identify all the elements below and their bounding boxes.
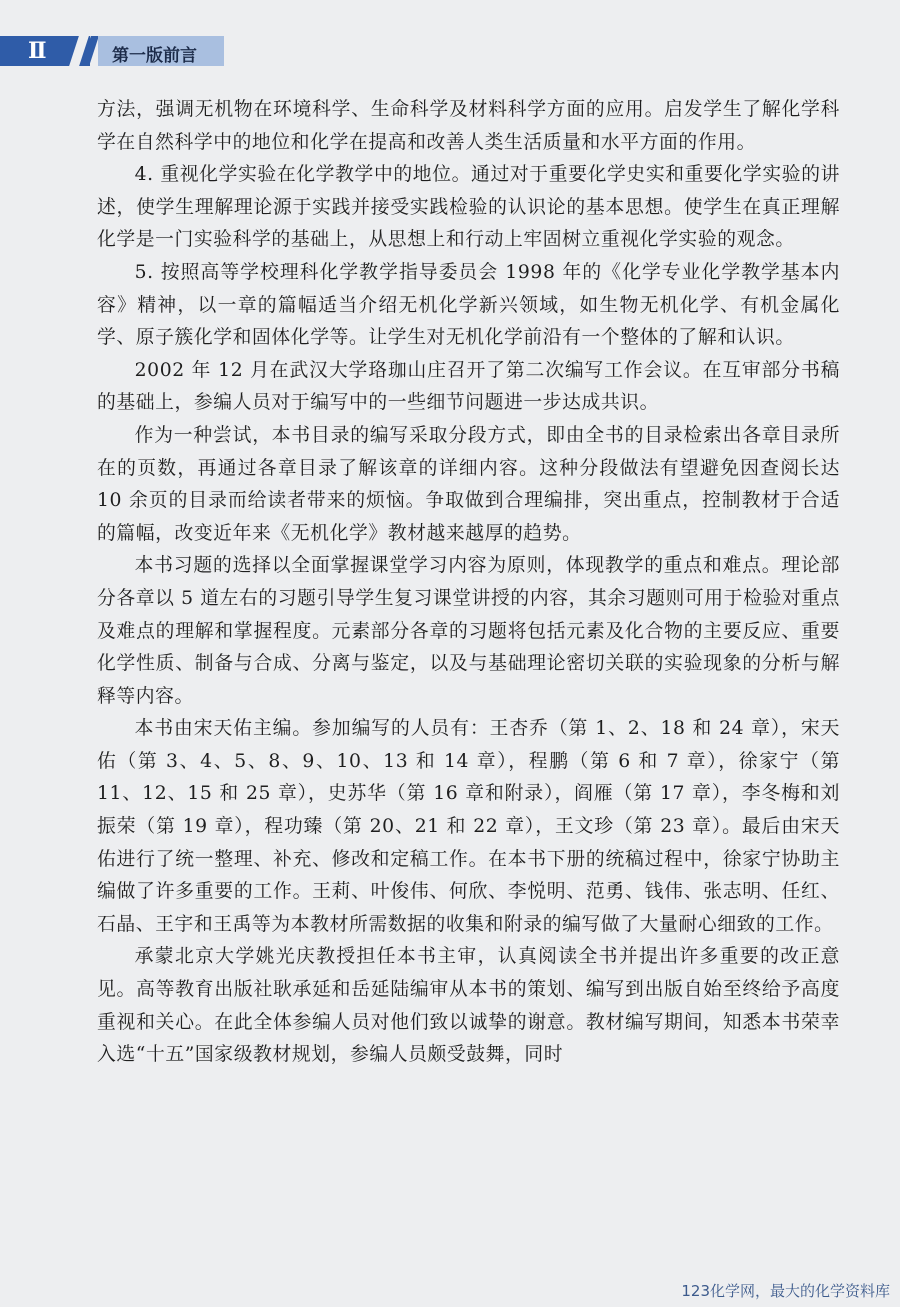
paragraph: 4. 重视化学实验在化学教学中的地位。通过对于重要化学史实和重要化学实验的讲述，使学生理解理论源于实践并接受实践检验的认识论的基本思想。使学生在真正理解化学是一门实验科学的基础上，从思想上和行动上牢固树立重视化学实验的观念。 [97, 164, 840, 251]
paragraph: 方法，强调无机物在环境科学、生命科学及材料科学方面的应用。启发学生了解化学科学在自然科学中的地位和化学在提高和改善人类生活质量和水平方面的作用。 [97, 99, 840, 153]
paragraph: 本书习题的选择以全面掌握课堂学习内容为原则，体现教学的重点和难点。理论部分各章以 5 道左右的习题引导学生复习课堂讲授的内容，其余习题则可用于检验对重点及难点的理解和掌握程度。元素部分各章的习题将包括元素及化合物的主要反应、重要化学性质、制备与合成、分离与鉴定，以及与基础理论密切关联的实验现象的分析与解释等内容。 [97, 555, 840, 707]
paragraph: 5. 按照高等学校理科化学教学指导委员会 1998 年的《化学专业化学教学基本内容》精神，以一章的篇幅适当介绍无机化学新兴领域，如生物无机化学、有机金属化学、原子簇化学和固体化学等。让学生对无机化学前沿有一个整体的了解和认识。 [97, 261, 840, 349]
page-body [97, 94, 840, 1072]
paragraph: 本书由宋天佑主编。参加编写的人员有：王杏乔（第 1、2、18 和 24 章），宋天佑（第 3、4、5、8、9、10、13 和 14 章），程鹏（第 6 和 7 章），徐家宁（第 11、12、15 和 25 章），史苏华（第 16 章和附录），阎雁（第 17 章），李冬梅和刘振荣（第 19 章），程功臻（第 20、21 和 22 章），王文珍（第 23 章）。最后由宋天佑进行了统一整理、补充、修改和定稿工作。在本书下册的统稿过程中，徐家宁协助主编做了许多重要的工作。王莉、叶俊伟、何欣、李悦明、范勇、钱伟、张志明、任红、石晶、王宇和王禹等为本教材所需数据的收集和附录的编写做了大量耐心细致的工作。 [97, 718, 840, 935]
page-number: Ⅱ [28, 38, 48, 64]
watermark: 123化学网，最大的化学资料库 [681, 1282, 890, 1300]
section-title: 第一版前言 [112, 46, 197, 66]
paragraph: 2002 年 12 月在武汉大学珞珈山庄召开了第二次编写工作会议。在互审部分书稿的基础上，参编人员对于编写中的一些细节问题进一步达成共识。 [97, 359, 840, 414]
paragraph: 承蒙北京大学姚光庆教授担任本书主审，认真阅读全书并提出许多重要的改正意见。高等教育出版社耿承延和岳延陆编审从本书的策划、编写到出版自始至终给予高度重视和关心。在此全体参编人员对他们致以诚挚的谢意。教材编写期间，知悉本书荣幸入选“十五”国家级教材规划，参编人员颇受鼓舞，同时 [97, 946, 840, 1066]
page-header [0, 36, 224, 66]
paragraph: 作为一种尝试，本书目录的编写采取分段方式，即由全书的目录检索出各章目录所在的页数，再通过各章目录了解该章的详细内容。这种分段做法有望避免因查阅长达 10 余页的目录而给读者带来的烦恼。争取做到合理编排，突出重点，控制教材于合适的篇幅，改变近年来《无机化学》教材越来越厚的趋势。 [97, 424, 840, 544]
